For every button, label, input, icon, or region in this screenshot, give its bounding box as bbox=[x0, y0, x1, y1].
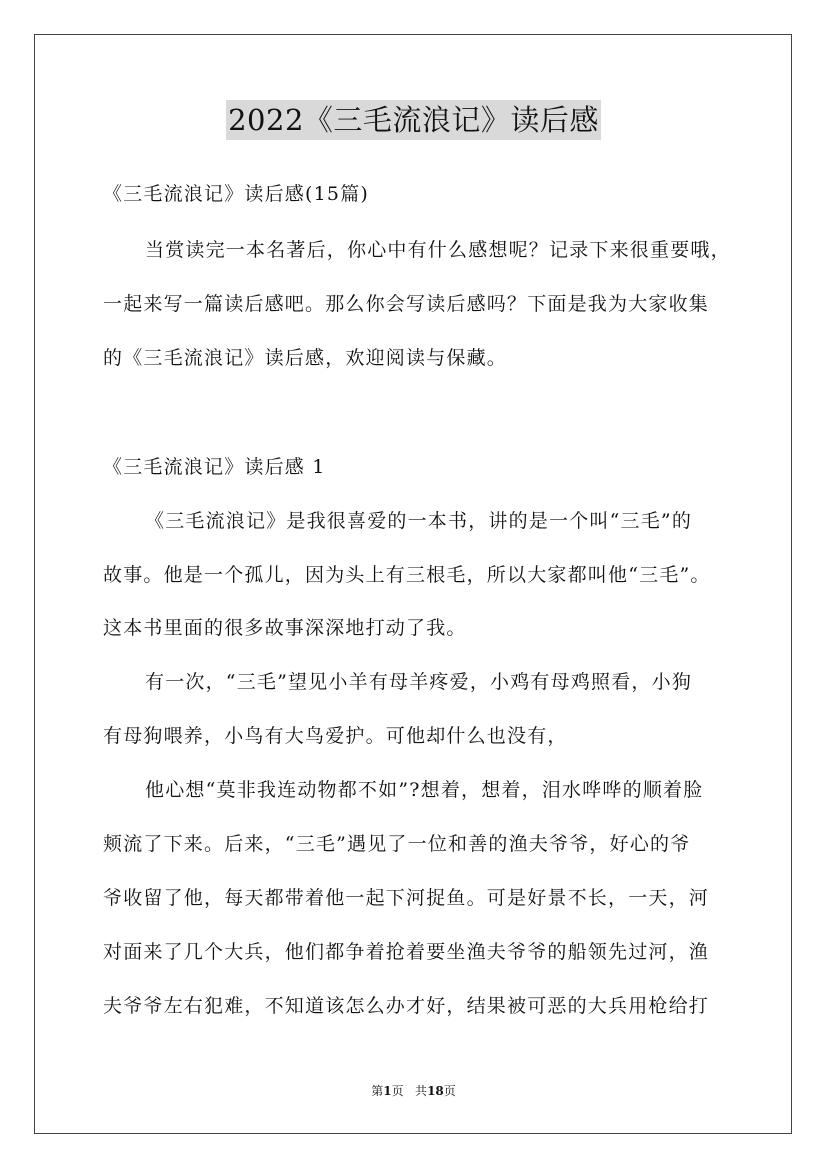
body-line: 夫爷爷左右犯难，不知道该怎么办才好，结果被可恶的大兵用枪给打 bbox=[103, 995, 710, 1017]
body-line: 故事。他是一个孤儿，因为头上有三根毛，所以大家都叫他“三毛”。 bbox=[103, 564, 711, 586]
body-line: 颊流了下来。后来，“三毛”遇见了一位和善的渔夫爷爷，好心的爷 bbox=[103, 833, 691, 855]
body-line: 对面来了几个大兵，他们都争着抢着要坐渔夫爷爷的船领先过河，渔 bbox=[103, 941, 710, 963]
body-line: 《三毛流浪记》是我很喜爱的一本书，讲的是一个叫“三毛”的 bbox=[145, 510, 693, 532]
total-prefix: 共 bbox=[415, 1084, 428, 1098]
body-line: 他心想“莫非我连动物都不如”?想着，想着，泪水哗哗的顺着脸 bbox=[145, 779, 704, 801]
page-suffix: 页 bbox=[391, 1084, 404, 1098]
page-number: 1 bbox=[383, 1084, 392, 1098]
intro-line: 的《三毛流浪记》读后感，欢迎阅读与保藏。 bbox=[103, 347, 508, 369]
intro-line: 一起来写一篇读后感吧。那么你会写读后感吗？下面是我为大家收集 bbox=[103, 293, 710, 315]
page-prefix: 第 bbox=[371, 1084, 384, 1098]
page-footer bbox=[0, 1083, 827, 1099]
body-line: 有母狗喂养，小鸟有大鸟爱护。可他却什么也没有， bbox=[103, 725, 568, 747]
body-line: 爷收留了他，每天都带着他一起下河捉鱼。可是好景不长，一天，河 bbox=[103, 887, 710, 909]
section-heading: 《三毛流浪记》读后感 1 bbox=[103, 456, 326, 478]
body-line: 有一次，“三毛”望见小羊有母羊疼爱，小鸡有母鸡照看，小狗 bbox=[145, 671, 693, 693]
document-subtitle: 《三毛流浪记》读后感(15篇) bbox=[103, 183, 370, 205]
total-pages: 18 bbox=[427, 1084, 444, 1098]
intro-line: 当赏读完一本名著后，你心中有什么感想呢？记录下来很重要哦， bbox=[145, 239, 731, 261]
document-title: 2022《三毛流浪记》读后感 bbox=[226, 100, 601, 140]
title-container bbox=[0, 100, 827, 140]
body-line: 这本书里面的很多故事深深地打动了我。 bbox=[103, 617, 467, 639]
total-suffix: 页 bbox=[443, 1084, 456, 1098]
